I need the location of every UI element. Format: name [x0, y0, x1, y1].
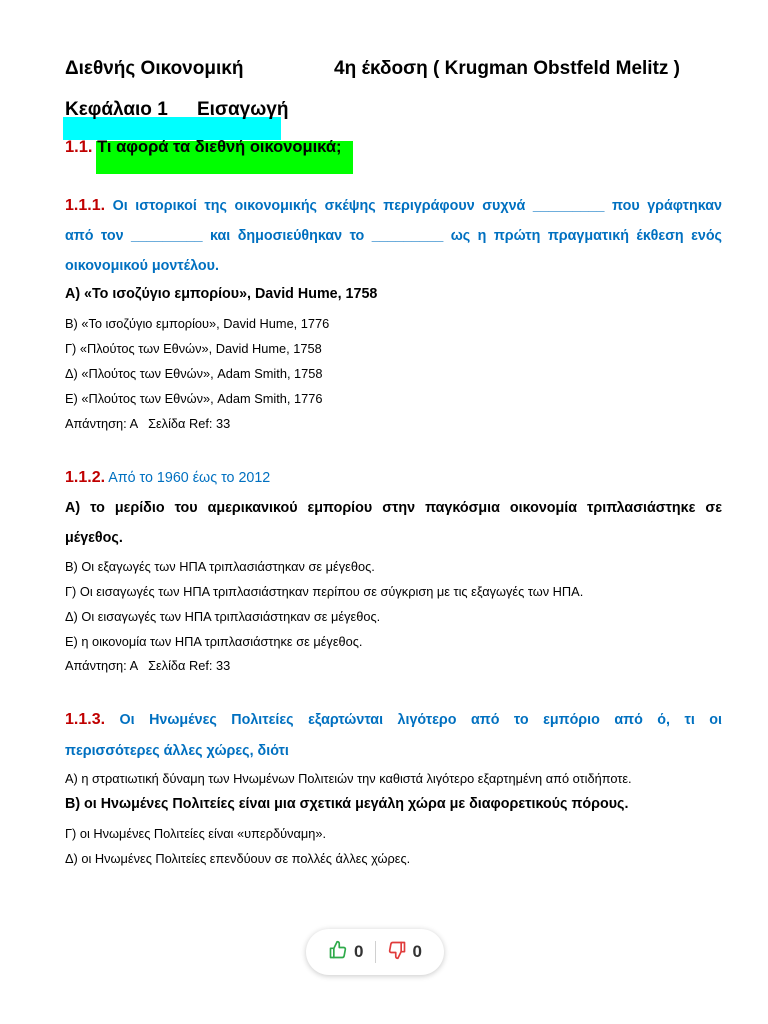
- question-2-line-1: [65, 469, 270, 487]
- question-1-option-e: Ε) «Πλούτος των Εθνών», Adam Smith, 1776: [65, 391, 323, 406]
- question-3-option-c: Γ) οι Ηνωμένες Πολιτείες είναι «υπερδύναμη».: [65, 826, 327, 841]
- thumbs-up-icon: [328, 940, 348, 965]
- question-1-text: Οι ιστορικοί της οικονομικής σκέψης περιγράφουν συχνά _________ που γράφτηκαν: [112, 198, 722, 214]
- question-2-option-b: Β) Οι εξαγωγές των ΗΠΑ τριπλασιάστηκαν σε μέγεθος.: [65, 559, 375, 574]
- downvote-count: 0: [412, 942, 422, 961]
- question-2-option-c: Γ) Οι εισαγωγές των ΗΠΑ τριπλασιάστηκαν περίπου σε σύγκριση με τις εξαγωγές των ΗΠΑ.: [65, 584, 584, 599]
- question-2-answer: Απάντηση: Α Σελίδα Ref: 33: [65, 658, 231, 673]
- question-2-correct-option-line-1: Α) το μερίδιο του αμερικανικού εμπορίου στην παγκόσμια οικονομία τριπλασιάστηκε σε: [65, 500, 722, 516]
- question-1-answer: Απάντηση: Α Σελίδα Ref: 33: [65, 416, 231, 431]
- question-1-number: 1.1.1.: [65, 197, 106, 214]
- section-number: 1.1.: [65, 138, 93, 156]
- question-3-option-a: Α) η στρατιωτική δύναμη των Ηνωμένων Πολιτειών την καθιστά λιγότερο εξαρτημένη από οτιδήποτε.: [65, 771, 632, 786]
- question-3-text: Οι Ηνωμένες Πολιτείες εξαρτώνται λιγότερο από το εμπόριο από ό, τι οι: [119, 712, 722, 728]
- document-title: Διεθνής Οικονομική: [65, 58, 244, 79]
- downvote-button[interactable]: [376, 940, 433, 965]
- question-3-number: 1.1.3.: [65, 711, 106, 728]
- question-3-line-2: περισσότερες άλλες χώρες, διότι: [65, 743, 289, 759]
- question-1-line-2: από τον _________ και δημοσιεύθηκαν το _________ ως η πρώτη πραγματική έκθεση ενός: [65, 228, 722, 244]
- question-1-line-1: [65, 197, 722, 215]
- question-3-option-d: Δ) οι Ηνωμένες Πολιτείες επενδύουν σε πολλές άλλες χώρες.: [65, 851, 411, 866]
- chapter-label: Κεφάλαιο 1: [65, 99, 168, 120]
- section-heading: [65, 138, 341, 157]
- question-1-option-d: Δ) «Πλούτος των Εθνών», Adam Smith, 1758: [65, 366, 323, 381]
- section-title: Τι αφορά τα διεθνή οικονομικά;: [97, 138, 342, 156]
- chapter-name: Εισαγωγή: [197, 99, 289, 120]
- question-1-option-b: Β) «Το ισοζύγιο εμπορίου», David Hume, 1776: [65, 316, 330, 331]
- question-2-number: 1.1.2.: [65, 469, 106, 486]
- question-2-text: Από το 1960 έως το 2012: [108, 470, 271, 486]
- question-1-correct-option: Α) «Το ισοζύγιο εμπορίου», David Hume, 1758: [65, 286, 378, 302]
- vote-widget: [306, 929, 444, 975]
- question-1-option-c: Γ) «Πλούτος των Εθνών», David Hume, 1758: [65, 341, 322, 356]
- thumbs-down-icon: [387, 940, 407, 965]
- question-2-option-d: Δ) Οι εισαγωγές των ΗΠΑ τριπλασιάστηκαν σε μέγεθος.: [65, 609, 381, 624]
- question-2-correct-option-line-2: μέγεθος.: [65, 530, 123, 546]
- question-1-line-3: οικονομικού μοντέλου.: [65, 258, 219, 274]
- question-3-correct-option: Β) οι Ηνωμένες Πολιτείες είναι μια σχετικά μεγάλη χώρα με διαφορετικούς πόρους.: [65, 796, 629, 812]
- document-edition: 4η έκδοση ( Krugman Obstfeld Melitz ): [334, 58, 680, 79]
- question-3-line-1: [65, 711, 722, 729]
- upvote-count: 0: [354, 942, 364, 961]
- upvote-button[interactable]: [317, 940, 374, 965]
- question-2-option-e: Ε) η οικονομία των ΗΠΑ τριπλασιάστηκε σε μέγεθος.: [65, 634, 363, 649]
